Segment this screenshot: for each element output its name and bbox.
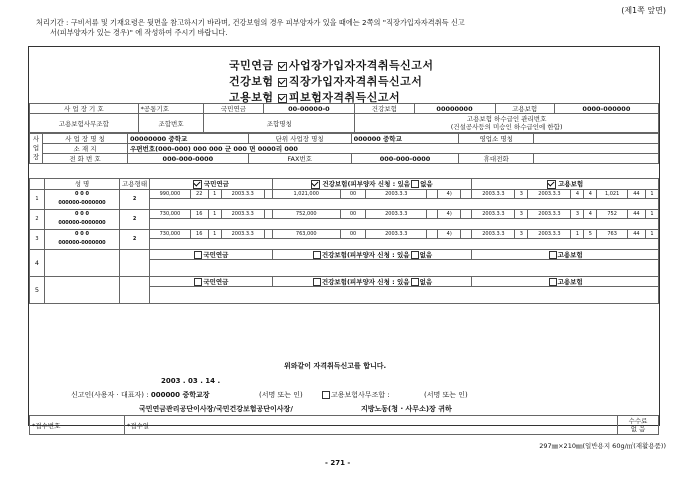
notice — [36, 18, 646, 38]
addressee-3: 지방노동(청 · 사무소)장 귀하 — [361, 405, 452, 413]
biz-label: 사 업 장 기 호 — [30, 104, 139, 114]
fax-label: FAX번호 — [248, 154, 351, 164]
checkbox-checked-icon[interactable] — [278, 62, 287, 71]
checkbox-icon[interactable] — [411, 278, 419, 286]
checkbox-checked-icon[interactable] — [278, 78, 287, 87]
statement: 위와같이 자격취득신고를 합니다. — [284, 362, 387, 370]
applicant: 신고인(사용자 · 대표자) : 000000 중학교장 — [71, 391, 210, 399]
health-value: 00000000 — [414, 104, 495, 114]
common-no-label: *공통기호 — [138, 104, 204, 114]
checkbox-icon[interactable] — [322, 391, 330, 399]
office: 고용보험사무조합 : — [321, 390, 390, 400]
mobile-label: 휴대전화 — [459, 154, 534, 164]
addressees: 국민연금관리공단이사장/국민건강보험공단이사장/ — [139, 405, 293, 413]
person: 0 0 0 000000-0000000 — [45, 229, 120, 249]
receipt-table — [29, 415, 659, 435]
title-employ: 고용보험 피보험자격취득신고서 — [229, 91, 401, 104]
checkbox-icon[interactable] — [549, 251, 557, 259]
page-number: - 271 - — [325, 459, 351, 467]
form — [28, 46, 660, 433]
notice-line-1: 처리기간 : 구비서류 및 기재요령은 뒷면을 참고하시기 바라며, 건강보험의 경우 피부양자가 있을 때에는 2쪽의 "직장가입자자격취득 신고 — [36, 18, 465, 27]
name-value: 00000000 중학교 — [128, 134, 249, 144]
employ-label: 고용보험 — [495, 104, 554, 114]
addr-label: 소 재 지 — [43, 144, 128, 154]
checkbox-checked-icon[interactable] — [311, 180, 320, 189]
fee: 수수료 없 음 — [618, 416, 659, 435]
checkbox-checked-icon[interactable] — [278, 94, 287, 103]
checkbox-icon[interactable] — [194, 278, 202, 286]
unit-value: 000000 중학교 — [351, 134, 459, 144]
table-row: 5 국민연금 건강보험(피부양자 신청 : 있음 없음 고용보험 — [30, 276, 659, 286]
checkbox-icon[interactable] — [313, 278, 321, 286]
insured-rows — [29, 178, 659, 304]
checkbox-checked-icon[interactable] — [547, 180, 556, 189]
table-row: 2 0 0 0 000000-0000000 2 730,000 16 1 2003.3.3 752,000 00 2003.3.3 4) 2003.3.3 3 2003.3.3 3 4 752 44 1 — [30, 209, 659, 218]
name-label: 사 업 장 명 칭 — [43, 134, 128, 144]
checkbox-icon[interactable] — [411, 180, 419, 188]
health-label: 건강보험 — [355, 104, 414, 114]
checkbox-icon[interactable] — [313, 251, 321, 259]
sign1: (서명 또는 인) — [259, 391, 303, 399]
tel-label: 전 화 번 호 — [43, 154, 128, 164]
pension-label: 국민연금 — [204, 104, 263, 114]
date: 2003 . 03 . 14 . — [161, 377, 221, 385]
pension-value: 00-00000-0 — [263, 104, 355, 114]
page-label: (제1쪽 앞면) — [621, 6, 666, 15]
table-row: 3 0 0 0 000000-0000000 2 730,000 16 1 2003.3.3 763,000 00 2003.3.3 4) 2003.3.3 3 2003.3.3 1 5 763 44 1 — [30, 229, 659, 238]
workplace-table — [29, 133, 659, 164]
office-label: 고용보험사무조합 — [30, 114, 139, 133]
checkbox-icon[interactable] — [194, 251, 202, 259]
addr-value: 우편번호(000-000) 000 000 군 000 면 0000리 000 — [128, 144, 659, 154]
rows-table — [29, 178, 659, 304]
tel-value: 000-000-0000 — [128, 154, 249, 164]
employ-value: 0000-000000 — [554, 104, 658, 114]
checkbox-checked-icon[interactable] — [193, 180, 202, 189]
col-name: 성 명 — [45, 179, 120, 190]
office-no-label: 조합번호 — [138, 114, 204, 133]
title-health: 건강보험 직장가입자자격취득신고서 — [229, 75, 423, 88]
office-name-label: 조합명칭 — [204, 114, 355, 133]
sub-contractor: 고용보험 하수급인 관리번호 (건설공사등의 미승인 하수급인에 한함) — [355, 114, 659, 133]
checkbox-icon[interactable] — [549, 278, 557, 286]
sales-label: 영업소 명칭 — [459, 134, 534, 144]
fax-value: 000-000-0000 — [351, 154, 459, 164]
col-pension: 국민연금 — [150, 179, 273, 190]
title-pension: 국민연금 사업장가입자자격취득신고서 — [229, 59, 434, 72]
employer-table — [29, 103, 659, 133]
checkbox-icon[interactable] — [411, 251, 419, 259]
paper-note: 297㎜×210㎜(일반용지 60g/㎡(재활용품)) — [539, 442, 666, 450]
col-type: 고용형태 — [120, 179, 150, 190]
notice-line-2: 서(피부양자가 있는 경우)" 에 작성하여 주시기 바랍니다. — [50, 28, 228, 37]
receipt-label: *접수번호 — [30, 416, 125, 435]
receipt-date-label: *접수일 — [125, 416, 618, 435]
person: 0 0 0 000000-0000000 — [45, 209, 120, 229]
table-row: 4 국민연금 건강보험(피부양자 신청 : 있음 없음 고용보험 — [30, 249, 659, 259]
col-employ: 고용보험 — [472, 179, 659, 190]
table-row: 1 0 0 0 000000-0000000 2 990,000 22 1 2003.3.3 1,021,000 00 2003.3.3 4) 2003.3.3 3 2003.3.3 4 4 1,021 44 1 — [30, 189, 659, 198]
sign2: (서명 또는 인) — [424, 391, 468, 399]
person: 0 0 0 000000-0000000 — [45, 189, 120, 209]
col-health: 건강보험(피부양자 신청 : 있음 없음 — [272, 179, 472, 190]
side-label: 사업장 — [30, 134, 43, 164]
unit-label: 단위 사업장 명칭 — [248, 134, 351, 144]
